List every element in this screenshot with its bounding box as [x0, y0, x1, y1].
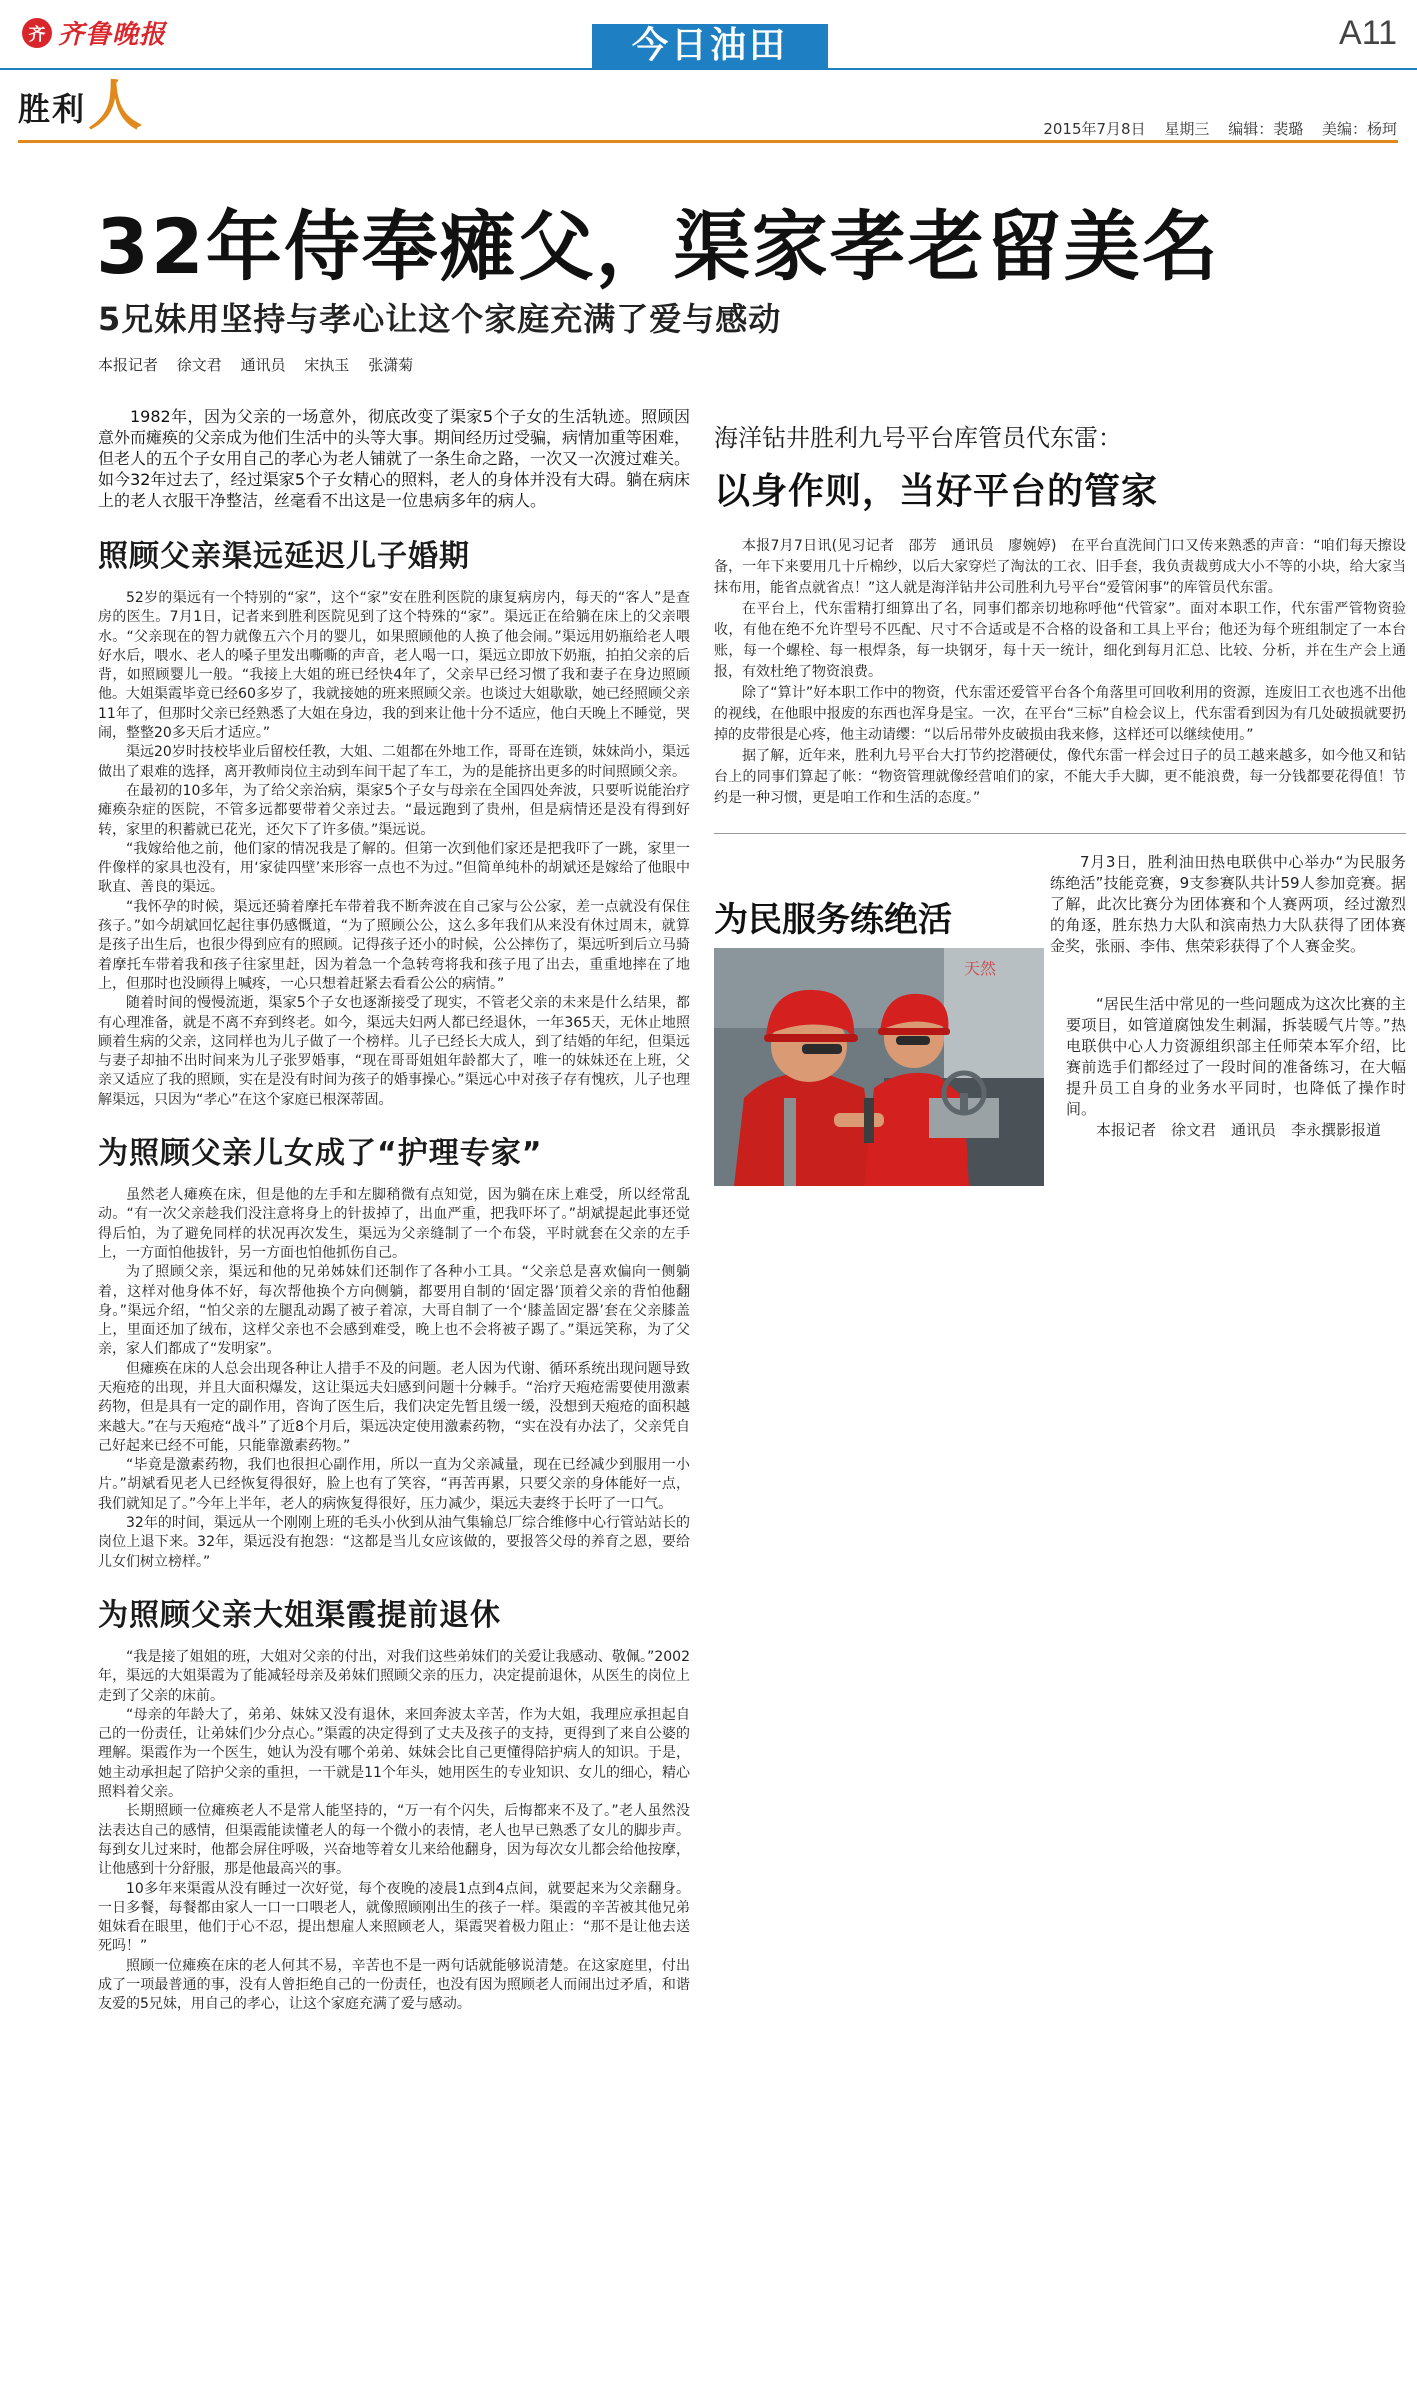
- main-byline: [98, 354, 427, 375]
- dateline: [1029, 118, 1397, 139]
- photo-sign: 天然: [964, 959, 997, 978]
- column-tag: [18, 74, 143, 137]
- article-paragraph: 32年的时间，渠远从一个刚刚上班的毛头小伙到从油气集输总厂综合维修中心行管站站长的岗位上退下来。32年，渠远没有抱怨：“这都是当儿女应该做的，要报答父母的养育之恩，要给儿女们树立榜样。”: [98, 1515, 690, 1570]
- byline-item: 张潇菊: [368, 356, 414, 374]
- side-story-skills: [714, 852, 1406, 1272]
- article-paragraph: “我嫁给他之前，他们家的情况我是了解的。但第一次到他们家还是把我吓了一跳，家里一件像样的家具也没有，用‘家徒四壁’来形容一点也不为过。”但简单纯朴的胡斌还是嫁给了他眼中耿直、善良的渠远。: [98, 840, 690, 896]
- article-paragraph: 据了解，近年来，胜利九号平台大打节约挖潜硬仗，像代东雷一样会过日子的员工越来越多，如今他又和钻台上的同事们算起了帐：“物资管理就像经营咱们的家，不能大手大脚，更不能浪费，每一分钱都要花得值！节约是一种习惯，更是咱工作和生活的态度。”: [714, 748, 1406, 806]
- byline-item: 徐文君: [176, 356, 222, 374]
- article-paragraph: 虽然老人瘫痪在床，但是他的左手和左脚稍微有点知觉，因为躺在床上难受，所以经常乱动。“有一次父亲趁我们没注意将身上的针拔掉了，出血严重，把我吓坏了。”胡斌提起此事还觉得后怕，为了避免同样的状况再次发生，渠远为父亲缝制了一个布袋，平时就套在父亲的左手上，一方面怕他拔针，另一方面也怕他抓伤自己。: [98, 1187, 690, 1261]
- workers-photo: [714, 948, 1044, 1186]
- article-paragraph: 但瘫痪在床的人总会出现各种让人措手不及的问题。老人因为代谢、循环系统出现问题导致天疱疮的出现，并且大面积爆发，这让渠远夫妇感到问题十分棘手。“治疗天疱疮需要使用激素药物，但是具有一定的副作用，咨询了医生后，我们决定先暂且缓一缓，没想到天疱疮的面积越来越大。”在与天疱疮“战斗”了近8个月后，渠远决定使用激素药物，“实在没有办法了，父亲凭自己好起来已经不可能，只能靠激素药物。”: [98, 1360, 690, 1454]
- side-story-body: [1066, 994, 1406, 1141]
- section-title: 为照顾父亲儿女成了“护理专家”: [98, 1136, 543, 1172]
- section-title: 照顾父亲渠远延迟儿子婚期: [98, 539, 470, 574]
- main-subhead: 5兄妹用坚持与孝心让这个家庭充满了爱与感动: [98, 300, 782, 338]
- article-paragraph: 渠远20岁时技校毕业后留校任教，大姐、二姐都在外地工作，哥哥在连锁，妹妹尚小，渠远做出了艰难的选择，离开教师岗位主动到车间干起了车工，为的是能挤出更多的时间照顾父亲。: [98, 744, 690, 780]
- side-story-kicker: 海洋钻井胜利九号平台库管员代东雷：: [714, 424, 1122, 452]
- byline-item: 本报记者: [98, 356, 159, 374]
- section-rule: [18, 140, 1398, 143]
- byline-item: 宋执玉: [304, 356, 350, 374]
- column-tag-text: 胜利: [18, 90, 87, 128]
- issue-date: 2015年7月8日: [1043, 120, 1146, 138]
- article-paragraph: “我是接了姐姐的班，大姐对父亲的付出，对我们这些弟妹们的关爱让我感动、敬佩。”2002年，渠远的大姐渠霞为了能减轻母亲及弟妹们照顾父亲的压力，决定提前退休，从医生的岗位上走到了父亲的床前。: [98, 1648, 690, 1704]
- article-paragraph: 在最初的10多年，为了给父亲治病，渠家5个子女与母亲在全国四处奔波，只要听说能治疗瘫痪杂症的医院，不管多远都要带着父亲过去。“最远跑到了贵州，但是病情还是没有得到好转，家里的积蓄就已花光，还欠下了许多债。”渠远说。: [98, 782, 690, 838]
- newspaper-logo: [22, 14, 166, 51]
- column-tag-char: 人: [88, 74, 143, 137]
- masthead-rule: [0, 68, 1417, 70]
- article-paragraph: “毕竟是激素药物，我们也很担心副作用，所以一直为父亲减量，现在已经减少到服用一小片。”胡斌看见老人已经恢复得很好，脸上也有了笑容，“再苦再累，只要父亲的身体能好一点，我们就知足了。”今年上半年，老人的病恢复得很好，压力减少，渠远夫妻终于长吁了一口气。: [98, 1457, 690, 1512]
- article-lead: 1982年，因为父亲的一场意外，彻底改变了渠家5个子女的生活轨迹。照顾因意外而瘫痪的父亲成为他们生活中的头等大事。期间经历过受骗，病情加重等困难，但老人的五个子女用自己的孝心为老人铺就了一条生命之路，一次又一次渡过难关。如今32年过去了，经过渠家5个子女精心的照料，老人的身体并没有大碍。躺在病床上的老人衣服干净整洁，丝毫看不出这是一位患病多年的病人。: [98, 407, 690, 510]
- main-headline: 32年侍奉瘫父，渠家孝老留美名: [96, 202, 1220, 291]
- logo-icon: 齐: [22, 18, 52, 48]
- main-article-body: [98, 406, 690, 2396]
- issue-weekday: 星期三: [1164, 120, 1210, 138]
- side-stories: [714, 418, 1406, 1272]
- article-paragraph: 52岁的渠远有一个特别的“家”，这个“家”安在胜利医院的康复病房内，每天的“客人”是查房的医生。7月1日，记者来到胜利医院见到了这个特殊的“家”。渠远正在给躺在床上的父亲喂水。“父亲现在的智力就像五六个月的婴儿，如果照顾他的人换了他会闹。”渠远用奶瓶给老人喂好水后，喂水、老人的嗓子里发出嘶嘶的声音，老人喝一口，渠远立即放下奶瓶，拍拍父亲的后背，如照顾婴儿一般。“我接上大姐的班已经快4年了，父亲早已经习惯了我和妻子在身边照顾他。大姐渠霞毕竟已经60多岁了，我就接她的班来照顾父亲。也谈过大姐歇歇，她已经照顾父亲11年了，但那时父亲已经熟悉了大姐在身边，我的到来让他十分不适应，他白天晚上不睡觉，哭闹，整整20多天后才适应。”: [98, 590, 690, 742]
- side-story-title: 以身作则，当好平台的管家: [714, 471, 1159, 512]
- designer-credit: 美编：杨珂: [1321, 120, 1397, 138]
- article-paragraph: 长期照顾一位瘫痪老人不是常人能坚持的，“万一有个闪失，后悔都来不及了。”老人虽然没法表达自己的感情，但渠霞能读懂老人的每一个微小的表情，老人也早已熟悉了女儿的脚步声。每到女儿过来时，他都会屏住呼吸，兴奋地等着女儿来给他翻身，因为每次女儿都会给他按摩，让他感到十分舒服，那是他最高兴的事。: [98, 1803, 690, 1878]
- article-paragraph: 随着时间的慢慢流逝，渠家5个子女也逐渐接受了现实，不管老父亲的未来是什么结果，都有心理准备，就是不离不弃到终老。如今，渠远夫妇两人都已经退休，一年365天，无休止地照顾着生病的父亲，这同样也为儿子做了一个榜样。儿子已经长大成人，到了结婚的年纪，但渠远与妻子却抽不出时间来为儿子张罗婚事，“现在哥哥姐姐年龄都大了，唯一的妹妹还在上班，父亲又适应了我的照顾，实在是没有时间为孩子的婚事操心。”渠远心中对孩子存有愧疚，儿子也理解渠远，只因为“孝心”在这个家庭已根深蒂固。: [98, 995, 690, 1108]
- article-paragraph: “我怀孕的时候，渠远还骑着摩托车带着我不断奔波在自己家与公公家，差一点就没有保住孩子。”如今胡斌回忆起往事仍感慨道，“为了照顾公公，这么多年我们从来没有休过周末，就算是孩子出生后，也很少得到应有的照顾。记得孩子还小的时候，公公摔伤了，渠远听到后立马骑着摩托车带着我和孩子往家里赶，因为着急一个急转弯将我和孩子甩了出去，重重地摔在了地上，但那时也没顾得上喊疼，一心只想着赶紧去看看公公的病情。”: [98, 898, 690, 992]
- byline-item: 通讯员: [240, 356, 286, 374]
- logo-text: 齐鲁晚报: [58, 20, 167, 50]
- article-paragraph: 10多年来渠霞从没有睡过一次好觉，每个夜晚的凌晨1点到4点间，就要起来为父亲翻身。一日多餐，每餐都由家人一口一口喂老人，就像照顾刚出生的孩子一样。渠霞的辛苦被其他兄弟姐妹看在眼里，他们于心不忍，提出想雇人来照顾老人，渠霞哭着极力阻止：“那不是让他去送死吗！”: [98, 1880, 690, 1955]
- side-story-platform: [714, 418, 1406, 809]
- article-paragraph: 本报7月7日讯(见习记者 邵芳 通讯员 廖婉婷) 在平台直洗间门口又传来熟悉的声音：“咱们每天擦设备，一年下来要用几十斤棉纱，以后大家穿烂了淘汰的工衣、旧手套，我负责裁剪成大小不等的小块，给大家当抹布用，能省点就省点！”这人就是海洋钻井公司胜利九号平台“爱管闲事”的库管员代东雷。: [714, 538, 1406, 596]
- article-paragraph: 在平台上，代东雷精打细算出了名，同事们都亲切地称呼他“代管家”。面对本职工作，代东雷严管物资验收，有他在绝不允许型号不匹配、尺寸不合适或是不合格的设备和工具上平台；他还为每个班组制定了一本台账，每一个螺栓、每一根焊条，每一块钢牙，每十天一统计，细化到每月汇总、比较、分析，并在生产会上通报，有效杜绝了物资浪费。: [714, 601, 1406, 680]
- article-paragraph: “居民生活中常见的一些问题成为这次比赛的主要项目，如管道腐蚀发生刺漏，拆装暖气片等。”热电联供中心人力资源组织部主任师荣本军介绍，比赛前选手们都经过了一段时间的准备练习，在大幅提升员工自身的业务水平同时，也降低了操作时间。: [1066, 995, 1406, 1118]
- side-story-body: [714, 536, 1406, 809]
- photo-credit: 本报记者 徐文君 通讯员 李永撰影报道: [1096, 1121, 1382, 1139]
- section-title: 为照顾父亲大姐渠霞提前退休: [98, 1597, 501, 1633]
- article-paragraph: 为了照顾父亲，渠远和他的兄弟姊妹们还制作了各种小工具。“父亲总是喜欢偏向一侧躺着，这样对他身体不好，每次帮他换个方向侧躺，都要用自制的‘固定器’顶着父亲的背怕他翻身。”渠远介绍，“怕父亲的左腿乱动踢了被子着凉，大哥自制了一个‘膝盖固定器’套在父亲膝盖上，里面还加了绒布，这样父亲也不会感到难受，晚上也不会将被子踢了。”渠远笑称，为了父亲，家人们都成了“发明家”。: [98, 1264, 690, 1358]
- story-divider: [714, 833, 1406, 834]
- section-banner: 今日油田: [592, 24, 828, 68]
- workers-photo-illustration: [714, 948, 1044, 1186]
- article-paragraph: 除了“算计”好本职工作中的物资，代东雷还爱管平台各个角落里可回收利用的资源，连废旧工衣也逃不出他的视线，在他眼中报废的东西也浑身是宝。一次，在平台“三标”自检会议上，代东雷看到因为有几处破损就要扔掉的皮带很是心疼，他主动请缨：“以后吊带外皮破损由我来修，这样还可以继续使用。”: [714, 685, 1406, 743]
- page-number: A11: [1339, 14, 1397, 52]
- article-paragraph: 照顾一位瘫痪在床的老人何其不易，辛苦也不是一两句话就能够说清楚。在这家庭里，付出成了一项最普通的事，没有人曾拒绝自己的一份责任，也没有因为照顾老人而闹出过矛盾，和谐友爱的5兄妹，用自己的孝心，让这个家庭充满了爱与感动。: [98, 1957, 690, 2013]
- side-story-title: 为民服务练绝活: [714, 900, 952, 940]
- masthead: [0, 0, 1417, 65]
- article-paragraph: “母亲的年龄大了，弟弟、妹妹又没有退休，来回奔波太辛苦，作为大姐，我理应承担起自己的一份责任，让弟妹们少分点心。”渠霞的决定得到了丈夫及孩子的支持，更得到了来自公婆的理解。渠霞作为一个医生，她认为没有哪个弟弟、妹妹会比自己更懂得陪护病人的知识。于是，她主动承担起了陪护父亲的重担，一干就是11个年头，她用医生的专业知识、女儿的细心，精心照料着父亲。: [98, 1706, 690, 1801]
- article-paragraph: 7月3日，胜利油田热电联供中心举办“为民服务练绝活”技能竞赛，9支参赛队共计59人参加竞赛。据了解，此次比赛分为团体赛和个人赛两项，经过激烈的角逐，胜东热力大队和滨南热力大队获得了团体赛金奖，张丽、李伟、焦荣彩获得了个人赛金奖。: [1050, 853, 1406, 955]
- editor-credit: 编辑：裴璐: [1228, 120, 1304, 138]
